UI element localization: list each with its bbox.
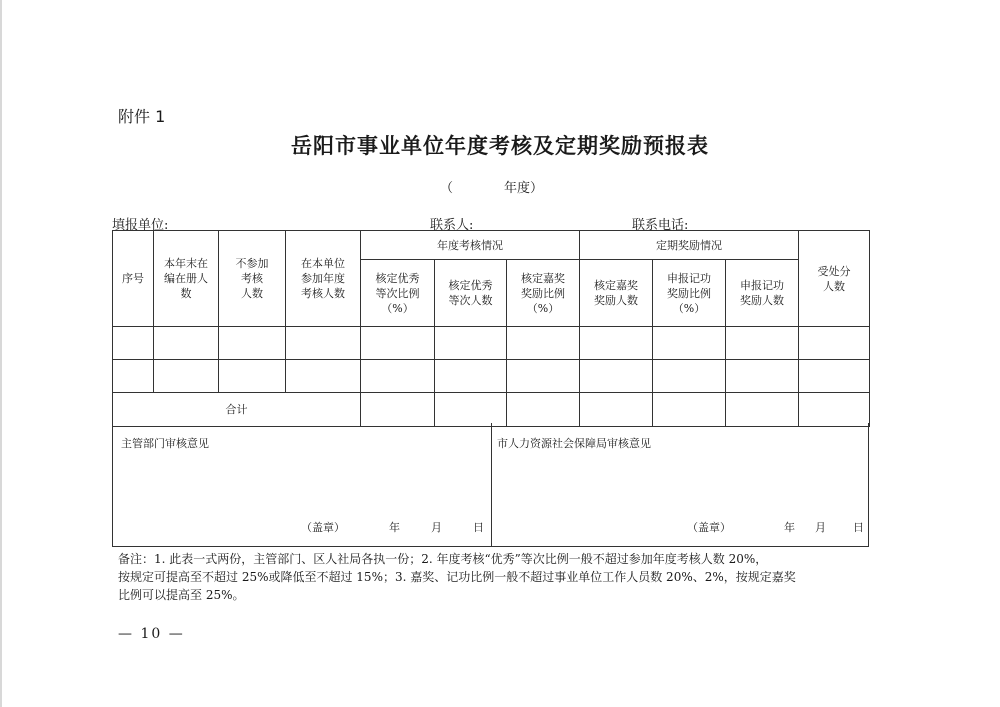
year-open-paren: （ <box>440 181 454 196</box>
header-line: 申报记功 <box>740 279 785 292</box>
header-not-participating-line: 人数 <box>241 287 263 300</box>
dept-review-box[interactable] <box>113 423 492 546</box>
table-row <box>113 360 870 393</box>
header-annual-group: 年度考核情况 <box>361 231 580 260</box>
remarks-line: 备注：1. 此表一式两份，主管部门、区人社局各执一份；2. 年度考核“优秀”等次比例一般不超过参加年度考核人数 20%， <box>118 552 768 566</box>
table-cell[interactable] <box>507 360 580 393</box>
table-cell[interactable] <box>154 327 219 360</box>
dept-review-label: 主管部门审核意见 <box>121 437 209 450</box>
table-cell[interactable] <box>580 360 653 393</box>
remarks-line: 按规定可提高至不超过 25%或降低至不超过 15%；3. 嘉奖、记功比例一般不超过事业单位工作人员数 20%、2%，按规定嘉奖 <box>118 570 796 584</box>
header-line: 奖励比例 <box>667 286 712 300</box>
table-cell[interactable] <box>435 327 507 360</box>
header-not-participating <box>219 231 286 327</box>
table-cell[interactable] <box>799 327 870 360</box>
header-registered-line: 本年末在 <box>164 257 208 270</box>
header-registered <box>154 231 219 327</box>
table-cell[interactable] <box>653 360 726 393</box>
header-registered-line: 编在册人 <box>164 272 208 285</box>
header-merit-ratio <box>653 260 726 327</box>
hrss-year-label: 年 <box>784 521 795 534</box>
header-punished <box>799 231 870 327</box>
remarks-line: 比例可以提高至 25%。 <box>118 588 245 602</box>
header-periodic-group: 定期奖励情况 <box>580 231 799 260</box>
dept-day-label: 日 <box>473 521 484 534</box>
table-cell[interactable] <box>580 393 653 427</box>
table-cell[interactable] <box>726 327 799 360</box>
table-cell[interactable] <box>799 360 870 393</box>
header-punished-line: 人数 <box>823 279 846 293</box>
table-cell[interactable] <box>507 327 580 360</box>
contact-person-label: 联系人: <box>430 218 474 233</box>
header-excellent-ratio <box>361 260 435 327</box>
table-cell[interactable] <box>286 327 361 360</box>
remarks <box>118 550 878 604</box>
table-cell[interactable] <box>653 327 726 360</box>
header-line: 奖励比例 <box>521 286 565 300</box>
header-line: 核定优秀 <box>375 271 420 285</box>
total-row <box>113 393 870 427</box>
table-cell[interactable] <box>219 327 286 360</box>
table-cell[interactable] <box>154 360 219 393</box>
dept-seal-label: （盖章） <box>301 521 345 534</box>
year-line <box>440 177 543 196</box>
contact-phone-label: 联系电话: <box>632 218 689 233</box>
dept-month-label: 月 <box>431 521 442 534</box>
header-line: 申报记功 <box>667 271 712 285</box>
header-merit-count <box>726 260 799 327</box>
table-cell[interactable] <box>361 327 435 360</box>
hrss-day-label: 日 <box>853 521 864 534</box>
attachment-label: 附件 1 <box>118 107 166 126</box>
header-registered-line: 数 <box>180 287 192 300</box>
year-label: 年度） <box>504 181 544 196</box>
table-cell[interactable] <box>580 327 653 360</box>
dept-year-label: 年 <box>389 521 400 534</box>
report-table <box>112 230 870 427</box>
header-line: 核定嘉奖 <box>594 279 639 292</box>
hrss-month-label: 月 <box>815 521 826 534</box>
hrss-review-box[interactable] <box>491 423 870 546</box>
table-cell[interactable] <box>726 360 799 393</box>
header-participating-line: 考核人数 <box>301 287 345 300</box>
table-cell[interactable] <box>113 360 154 393</box>
table-cell[interactable] <box>435 393 507 427</box>
review-opinions <box>112 423 869 547</box>
table-cell[interactable] <box>507 393 580 427</box>
header-commendation-count <box>580 260 653 327</box>
hrss-seal-label: （盖章） <box>687 521 731 534</box>
header-line: （%） <box>672 301 706 315</box>
total-label: 合计 <box>113 393 361 427</box>
table-cell[interactable] <box>653 393 726 427</box>
header-participating <box>286 231 361 327</box>
header-line: 等次人数 <box>448 294 493 307</box>
header-line: （%） <box>381 301 414 315</box>
table-row <box>113 327 870 360</box>
header-line: 核定嘉奖 <box>521 271 565 285</box>
header-punished-line: 受处分 <box>817 264 851 278</box>
hrss-review-label: 市人力资源社会保障局审核意见 <box>497 437 651 450</box>
reporting-unit-label: 填报单位: <box>112 218 169 233</box>
table-cell[interactable] <box>799 393 870 427</box>
table-cell[interactable] <box>726 393 799 427</box>
header-line: 奖励人数 <box>594 294 639 307</box>
table-cell[interactable] <box>286 360 361 393</box>
table-cell[interactable] <box>113 327 154 360</box>
table-cell[interactable] <box>219 360 286 393</box>
header-line: 奖励人数 <box>740 294 785 307</box>
header-participating-line: 在本单位 <box>301 257 345 270</box>
page-edge <box>0 0 2 707</box>
header-not-participating-line: 考核 <box>241 272 263 285</box>
table-cell[interactable] <box>361 393 435 427</box>
table-cell[interactable] <box>361 360 435 393</box>
header-line: 等次比例 <box>375 286 420 300</box>
header-line: （%） <box>526 301 560 315</box>
header-line: 核定优秀 <box>448 279 493 292</box>
form-title: 岳阳市事业单位年度考核及定期奖励预报表 <box>291 133 709 158</box>
page-number: — 10 — <box>118 626 185 642</box>
header-commendation-ratio <box>507 260 580 327</box>
header-not-participating-line: 不参加 <box>235 257 269 270</box>
table-cell[interactable] <box>435 360 507 393</box>
header-seq: 序号 <box>113 231 154 327</box>
header-participating-line: 参加年度 <box>301 272 345 285</box>
header-excellent-count <box>435 260 507 327</box>
